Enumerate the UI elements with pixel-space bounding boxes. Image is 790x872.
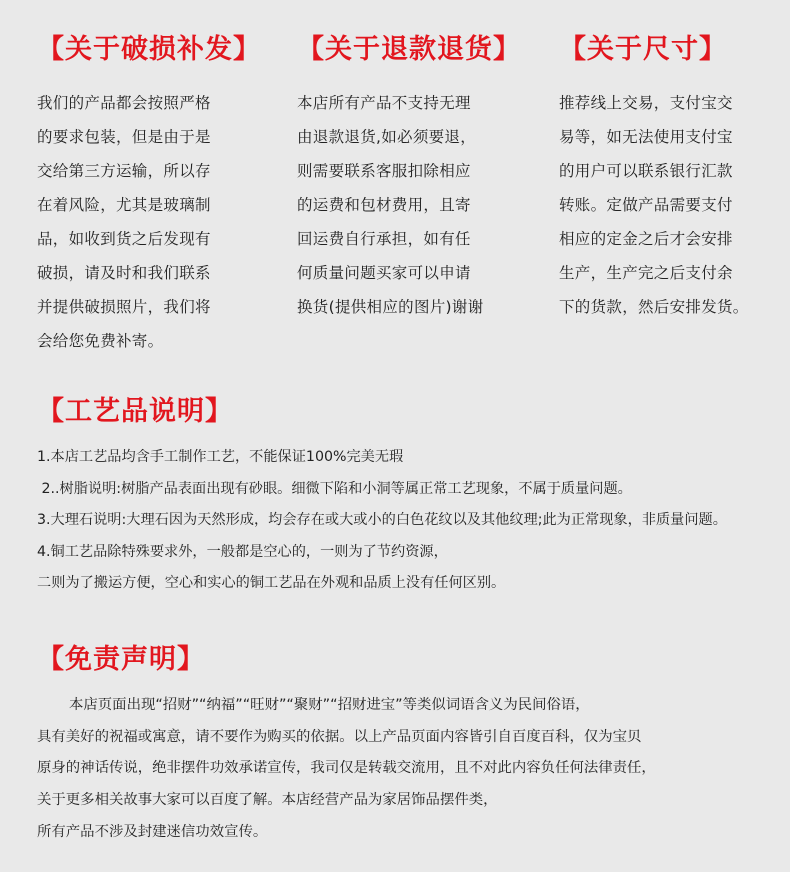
disclaimer-line: 原身的神话传说，绝非摆件功效承诺宣传，我司仅是转载交流用，且不对此内容负任何法律责任， (37, 760, 656, 777)
craft-section (37, 392, 777, 600)
refund-line: 本店所有产品不支持无理 (297, 94, 471, 112)
damage-line: 在着风险，尤其是玻璃制 (37, 196, 211, 214)
damage-line: 破损，请及时和我们联系 (37, 264, 211, 282)
craft-text (37, 442, 777, 600)
refund-line: 的运费和包材费用，且寄 (297, 196, 471, 214)
size-heading: 【关于尺寸】 (559, 34, 727, 65)
size-line: 的用户可以联系银行汇款 (559, 162, 733, 180)
craft-heading: 【工艺品说明】 (37, 396, 233, 427)
disclaimer-line: 具有美好的祝福或寓意，请不要作为购买的依据。以上产品页面内容皆引自百度百科，仅为宝贝 (37, 728, 642, 745)
size-line: 相应的定金之后才会安排 (559, 230, 733, 248)
damage-line: 的要求包装，但是由于是 (37, 128, 211, 146)
size-text (559, 86, 769, 324)
damage-line: 会给您免费补寄。 (37, 332, 164, 350)
damage-text (37, 86, 237, 358)
disclaimer-line: 关于更多相关故事大家可以百度了解。本店经营产品为家居饰品摆件类， (37, 792, 498, 809)
damage-line: 品，如收到货之后发现有 (37, 230, 211, 248)
size-line: 推荐线上交易，支付宝交 (559, 94, 733, 112)
refund-text (297, 86, 507, 324)
disclaimer-text (37, 690, 777, 848)
size-line: 下的货款，然后安排发货。 (559, 298, 749, 316)
disclaimer-line: 本店页面出现“招财”“纳福”“旺财”“聚财”“招财进宝”等类似词语含义为民间俗语， (69, 697, 590, 713)
refund-line: 换货(提供相应的图片)谢谢 (297, 298, 484, 316)
disclaimer-heading: 【免责声明】 (37, 644, 205, 675)
damage-line: 我们的产品都会按照严格 (37, 94, 211, 112)
refund-line: 何质量问题买家可以申请 (297, 264, 471, 282)
size-line: 易等，如无法使用支付宝 (559, 128, 733, 146)
disclaimer-line: 所有产品不涉及封建迷信功效宣传。 (37, 823, 268, 840)
craft-line: 二则为了搬运方便，空心和实心的铜工艺品在外观和品质上没有任何区别。 (37, 575, 506, 591)
refund-line: 由退款退货,如必须要退， (297, 128, 477, 146)
refund-section (297, 30, 521, 324)
refund-line: 则需要联系客服扣除相应 (297, 162, 471, 180)
size-line: 转账。定做产品需要支付 (559, 196, 733, 214)
refund-line: 回运费自行承担，如有任 (297, 230, 471, 248)
craft-line: 1.本店工艺品均含手工制作工艺，不能保证100%完美无瑕 (37, 449, 404, 465)
damage-heading: 【关于破损补发】 (37, 34, 261, 65)
disclaimer-section (37, 640, 777, 848)
damage-section (37, 30, 261, 358)
damage-line: 交给第三方运输，所以存 (37, 162, 211, 180)
craft-line: 3.大理石说明:大理石因为天然形成，均会存在或大或小的白色花纹以及其他纹理;此为正常现象，非质量问题。 (37, 512, 727, 528)
craft-line: 4.铜工艺品除特殊要求外，一般都是空心的，一则为了节约资源， (37, 543, 448, 560)
refund-heading: 【关于退款退货】 (297, 34, 521, 65)
craft-line: 2..树脂说明:树脂产品表面出现有砂眼。细微下陷和小洞等属正常工艺现象，不属于质量问题。 (37, 480, 632, 497)
size-section (559, 30, 769, 324)
size-line: 生产，生产完之后支付余 (559, 264, 733, 282)
damage-line: 并提供破损照片，我们将 (37, 298, 211, 316)
